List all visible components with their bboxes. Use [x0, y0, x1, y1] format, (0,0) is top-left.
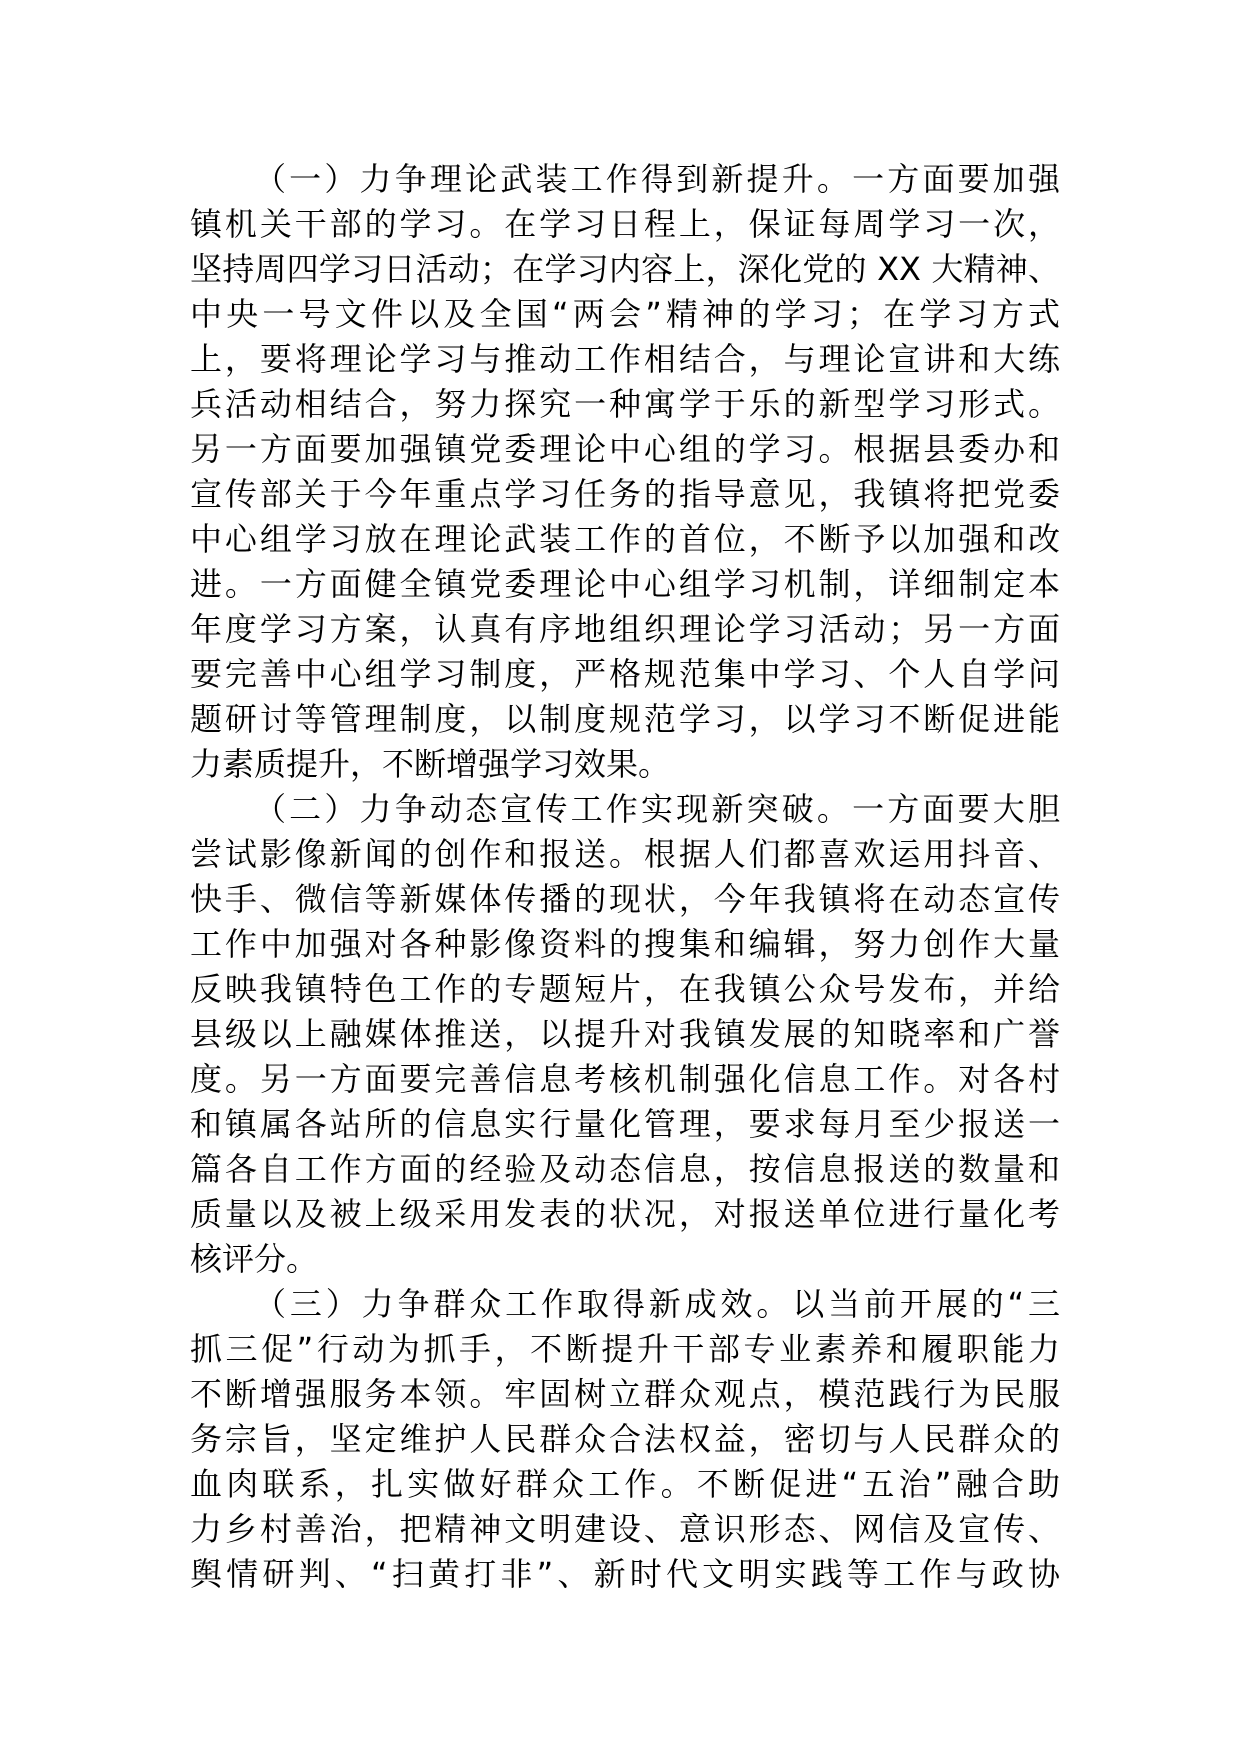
text-line: 核评分。	[190, 1240, 319, 1278]
paragraph-theory	[190, 157, 1060, 787]
text-line: （二）力争动态宣传工作实现新突破。一方面要大胆	[254, 790, 1060, 828]
paragraph-mass-work	[190, 1282, 1060, 1597]
text-line: （一）力争理论武装工作得到新提升。一方面要加强	[254, 160, 1060, 198]
document-page	[190, 157, 1060, 1597]
text-line: 务宗旨，坚定维护人民群众合法权益，密切与人民群众的	[190, 1420, 1060, 1458]
text-line: 中央一号文件以及全国“两会”精神的学习；在学习方式	[190, 295, 1060, 333]
text-line: （三）力争群众工作取得新成效。以当前开展的“三	[254, 1285, 1060, 1323]
text-line: 县级以上融媒体推送，以提升对我镇发展的知晓率和广誉	[190, 1015, 1060, 1053]
text-line: 和镇属各站所的信息实行量化管理，要求每月至少报送一	[190, 1105, 1060, 1143]
text-line: 上，要将理论学习与推动工作相结合，与理论宣讲和大练	[190, 340, 1060, 378]
text-line: 要完善中心组学习制度，严格规范集中学习、个人自学问	[190, 655, 1060, 693]
text-line: 中心组学习放在理论武装工作的首位，不断予以加强和改	[190, 520, 1060, 558]
text-line: 快手、微信等新媒体传播的现状，今年我镇将在动态宣传	[190, 880, 1060, 918]
text-line: 坚持周四学习日活动；在学习内容上，深化党的 XX 大精神、	[190, 250, 1060, 288]
text-line: 尝试影像新闻的创作和报送。根据人们都喜欢运用抖音、	[190, 835, 1060, 873]
text-line: 宣传部关于今年重点学习任务的指导意见，我镇将把党委	[190, 475, 1060, 513]
text-line: 进。一方面健全镇党委理论中心组学习机制，详细制定本	[190, 565, 1060, 603]
text-line: 舆情研判、“扫黄打非”、新时代文明实践等工作与政协	[190, 1555, 1060, 1593]
text-line: 兵活动相结合，努力探究一种寓学于乐的新型学习形式。	[190, 385, 1060, 423]
text-line: 另一方面要加强镇党委理论中心组的学习。根据县委办和	[190, 430, 1060, 468]
text-line: 抓三促”行动为抓手，不断提升干部专业素养和履职能力	[190, 1330, 1060, 1368]
text-line: 年度学习方案，认真有序地组织理论学习活动；另一方面	[190, 610, 1060, 648]
text-line: 反映我镇特色工作的专题短片，在我镇公众号发布，并给	[190, 970, 1060, 1008]
text-line: 质量以及被上级采用发表的状况，对报送单位进行量化考	[190, 1195, 1060, 1233]
text-line: 不断增强服务本领。牢固树立群众观点，模范践行为民服	[190, 1375, 1060, 1413]
paragraph-publicity	[190, 787, 1060, 1282]
text-line: 度。另一方面要完善信息考核机制强化信息工作。对各村	[190, 1060, 1060, 1098]
text-line: 工作中加强对各种影像资料的搜集和编辑，努力创作大量	[190, 925, 1060, 963]
text-line: 篇各自工作方面的经验及动态信息，按信息报送的数量和	[190, 1150, 1060, 1188]
text-line: 镇机关干部的学习。在学习日程上，保证每周学习一次，	[190, 205, 1060, 243]
text-line: 力乡村善治，把精神文明建设、意识形态、网信及宣传、	[190, 1510, 1060, 1548]
text-line: 题研讨等管理制度，以制度规范学习，以学习不断促进能	[190, 700, 1060, 738]
text-line: 力素质提升，不断增强学习效果。	[190, 745, 671, 783]
text-line: 血肉联系，扎实做好群众工作。不断促进“五治”融合助	[190, 1465, 1060, 1503]
